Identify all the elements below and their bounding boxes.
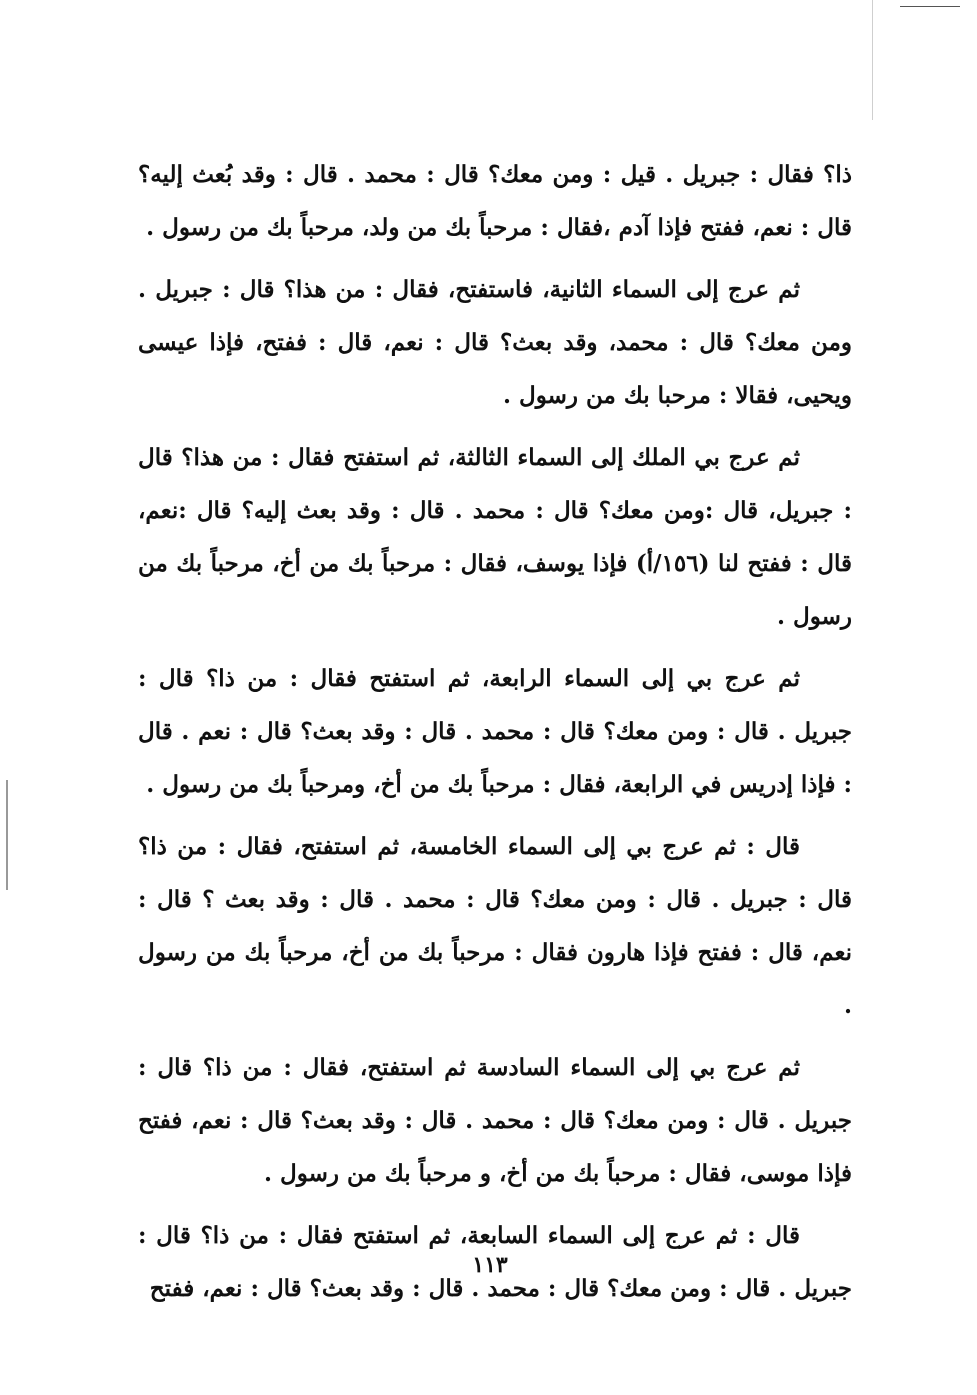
paragraph-fifth-heaven: قال : ثم عرج بي إلى السماء الخامسة، ثم استفتح، فقال : من ذا؟ قال : جبريل . قال : ومن معك؟ قال : محمد . قال : وقد بعث ؟ قال : نعم، قال : ففتح فإذا هارون فقال : مرحباً بك من أخ، مرحباً بك من رسول .	[138, 833, 852, 1019]
paragraph-fourth-heaven: ثم عرج بي إلى السماء الرابعة، ثم استفتح فقال : من ذا؟ قال : جبريل . قال : ومن معك؟ قال : محمد . قال : وقد بعث؟ قال : نعم . قال : فإذا إدريس في الرابعة، فقال : مرحباً بك من أخ، ومرحباً بك من رسول .	[138, 665, 852, 798]
paragraph-seventh-heaven: قال : ثم عرج إلى السماء السابعة، ثم استفتح فقال : من ذا؟ قال : جبريل . قال : ومن معك؟ قال : محمد . قال : وقد بعث؟ قال : نعم، ففتح	[138, 1222, 852, 1302]
body-text	[138, 148, 852, 1324]
paragraph-sixth-heaven: ثم عرج بي إلى السماء السادسة ثم استفتح، فقال : من ذا؟ قال : جبريل . قال : ومن معك؟ قال : محمد . قال : وقد بعث؟ قال : نعم، ففتح فإذا موسى، فقال : مرحباً بك من أخ، و مرحباً بك من رسول .	[138, 1054, 852, 1187]
paragraph-continuation: ذا؟ فقال : جبريل . قيل : ومن معك؟ قال : محمد . قال : وقد بُعث إليه؟ قال : نعم، ففتح فإذا آدم ،فقال : مرحباً بك من ولد، مرحباً بك من رسول .	[138, 161, 852, 241]
scan-edge-left	[6, 780, 8, 890]
paragraph-second-heaven: ثم عرج إلى السماء الثانية، فاستفتح، فقال : من هذا؟ قال : جبريل . ومن معك؟ قال : محمد، وقد بعث؟ قال : نعم، قال : ففتح، فإذا عيسى ويحيى، فقالا : مرحبا بك من رسول .	[138, 276, 852, 409]
scan-edge-top	[900, 6, 960, 7]
paragraph-third-heaven: ثم عرج بي الملك إلى السماء الثالثة، ثم استفتح فقال : من هذا؟ قال : جبريل، قال :ومن معك؟ قال : محمد . قال : وقد بعث إليه؟ قال :نعم، قال : ففتح لنا (١٥٦/أ) فإذا يوسف، فقال : مرحباً بك من أخ، مرحباً بك من رسول .	[138, 444, 852, 630]
scan-edge-right	[872, 0, 873, 120]
page-number: ١١٣	[472, 1252, 508, 1278]
